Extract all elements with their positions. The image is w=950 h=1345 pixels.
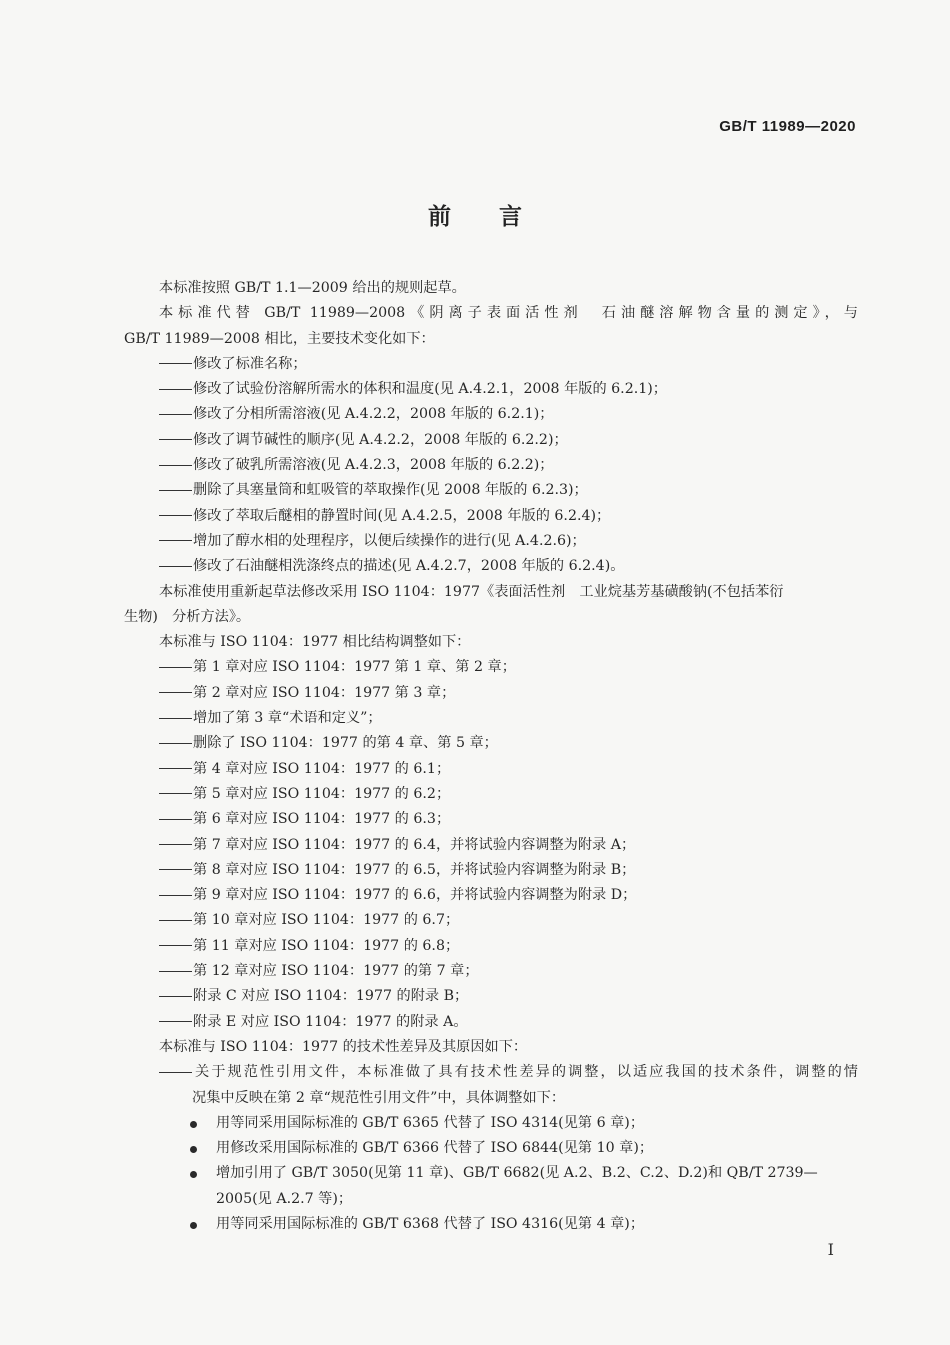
bullet-icon: [190, 1171, 197, 1178]
dash-mark: [159, 465, 192, 466]
list-item: 第 7 章对应 ISO 1104：1977 的 6.4，并将试验内容调整为附录 A；: [124, 833, 858, 858]
bullet-icon: [190, 1121, 197, 1128]
list-item: 第 4 章对应 ISO 1104：1977 的 6.1；: [124, 757, 858, 782]
dash-mark: [159, 971, 192, 972]
list-item: 关于规范性引用文件，本标准做了具有技术性差异的调整，以适应我国的技术条件，调整的情: [124, 1060, 858, 1085]
dash-mark: [159, 718, 192, 719]
bullet-item: 增加引用了 GB/T 3050(见第 11 章)、GB/T 6682(见 A.2、B.2、C.2、D.2)和 QB/T 2739—: [124, 1161, 858, 1186]
list-item: 第 12 章对应 ISO 1104：1977 的第 7 章；: [124, 959, 858, 984]
list-item-continuation: 况集中反映在第 2 章“规范性引用文件”中，具体调整如下：: [192, 1089, 566, 1106]
structure-changes-list: [124, 655, 858, 1034]
paragraph-drafting-rules: 本标准按照 GB/T 1.1—2009 给出的规则起草。: [159, 280, 466, 296]
dash-mark: [159, 490, 192, 491]
bullet-item-continuation: 2005(见 A.2.7 等)；: [216, 1190, 353, 1207]
bullet-icon: [190, 1146, 197, 1153]
paragraph-technical-differences: 本标准与 ISO 1104：1977 的技术性差异及其原因如下：: [159, 1038, 528, 1055]
list-item: 修改了萃取后醚相的静置时间(见 A.4.2.5，2008 年版的 6.2.4)；: [124, 504, 858, 529]
dash-mark: [159, 692, 192, 693]
list-item: 第 1 章对应 ISO 1104：1977 第 1 章、第 2 章；: [124, 655, 858, 680]
dash-mark: [159, 844, 192, 845]
list-item: 修改了试验份溶解所需水的体积和温度(见 A.4.2.1，2008 年版的 6.2.1)；: [124, 377, 858, 402]
list-item: 附录 C 对应 ISO 1104：1977 的附录 B；: [124, 984, 858, 1009]
list-item: 删除了 ISO 1104：1977 的第 4 章、第 5 章；: [124, 731, 858, 756]
list-item: 第 6 章对应 ISO 1104：1977 的 6.3；: [124, 807, 858, 832]
dash-mark: [159, 996, 192, 997]
paragraph-adoption-line-2: 生物) 分析方法》。: [124, 608, 251, 625]
list-item: 附录 E 对应 ISO 1104：1977 的附录 A。: [124, 1010, 858, 1035]
list-item: 第 10 章对应 ISO 1104：1977 的 6.7；: [124, 908, 858, 933]
bullet-item: 用等同采用国际标准的 GB/T 6368 代替了 ISO 4316(见第 4 章)；: [124, 1212, 858, 1237]
dash-mark: [159, 945, 192, 946]
paragraph-adoption-line-1: 本标准使用重新起草法修改采用 ISO 1104：1977《表面活性剂 工业烷基芳基磺酸钠(不包括苯衍: [159, 583, 784, 600]
foreword-body: [124, 276, 858, 1237]
dash-mark: [159, 389, 192, 390]
list-item: 第 2 章对应 ISO 1104：1977 第 3 章；: [124, 681, 858, 706]
technical-changes-list: [124, 352, 858, 580]
page-title: 前言: [428, 204, 570, 230]
page-number: I: [827, 1240, 834, 1259]
dash-mark: [159, 920, 192, 921]
list-item: 第 8 章对应 ISO 1104：1977 的 6.5，并将试验内容调整为附录 B；: [124, 858, 858, 883]
list-item: 增加了第 3 章“术语和定义”；: [124, 706, 858, 731]
dash-mark: [159, 566, 192, 567]
dash-mark: [159, 1072, 192, 1073]
dash-mark: [159, 439, 192, 440]
list-item: 修改了标准名称；: [124, 352, 858, 377]
dash-mark: [159, 743, 192, 744]
list-item: 修改了调节碱性的顺序(见 A.4.2.2，2008 年版的 6.2.2)；: [124, 428, 858, 453]
dash-mark: [159, 819, 192, 820]
dash-mark: [159, 515, 192, 516]
dash-mark: [159, 667, 192, 668]
paragraph-structure: 本标准与 ISO 1104：1977 相比结构调整如下：: [159, 634, 471, 651]
bullet-icon: [190, 1222, 197, 1229]
bullet-list: [124, 1111, 858, 1237]
list-item: 增加了醇水相的处理程序，以便后续操作的进行(见 A.4.2.6)；: [124, 529, 858, 554]
list-item: 修改了石油醚相洗涤终点的描述(见 A.4.2.7，2008 年版的 6.2.4)。: [124, 554, 858, 579]
dash-mark: [159, 895, 192, 896]
list-item: 第 5 章对应 ISO 1104：1977 的 6.2；: [124, 782, 858, 807]
list-item: 删除了具塞量筒和虹吸管的萃取操作(见 2008 年版的 6.2.3)；: [124, 478, 858, 503]
paragraph-replacement-line-1: 本标准代替 GB/T 11989—2008《阴离子表面活性剂 石油醚溶解物含量的测定》，与: [159, 305, 858, 322]
list-item: 修改了破乳所需溶液(见 A.4.2.3，2008 年版的 6.2.2)；: [124, 453, 858, 478]
dash-mark: [159, 363, 192, 364]
dash-mark: [159, 768, 192, 769]
list-item: 第 11 章对应 ISO 1104：1977 的 6.8；: [124, 934, 858, 959]
standard-code: GB/T 11989—2020: [719, 118, 856, 135]
bullet-item: 用修改采用国际标准的 GB/T 6366 代替了 ISO 6844(见第 10 章)；: [124, 1136, 858, 1161]
dash-mark: [159, 414, 192, 415]
list-item: 修改了分相所需溶液(见 A.4.2.2，2008 年版的 6.2.1)；: [124, 402, 858, 427]
list-item: 第 9 章对应 ISO 1104：1977 的 6.6，并将试验内容调整为附录 D；: [124, 883, 858, 908]
dash-mark: [159, 793, 192, 794]
dash-mark: [159, 869, 192, 870]
dash-mark: [159, 1021, 192, 1022]
bullet-item: 用等同采用国际标准的 GB/T 6365 代替了 ISO 4314(见第 6 章)；: [124, 1111, 858, 1136]
dash-mark: [159, 540, 192, 541]
paragraph-replacement-line-2: GB/T 11989—2008 相比，主要技术变化如下：: [124, 330, 435, 347]
